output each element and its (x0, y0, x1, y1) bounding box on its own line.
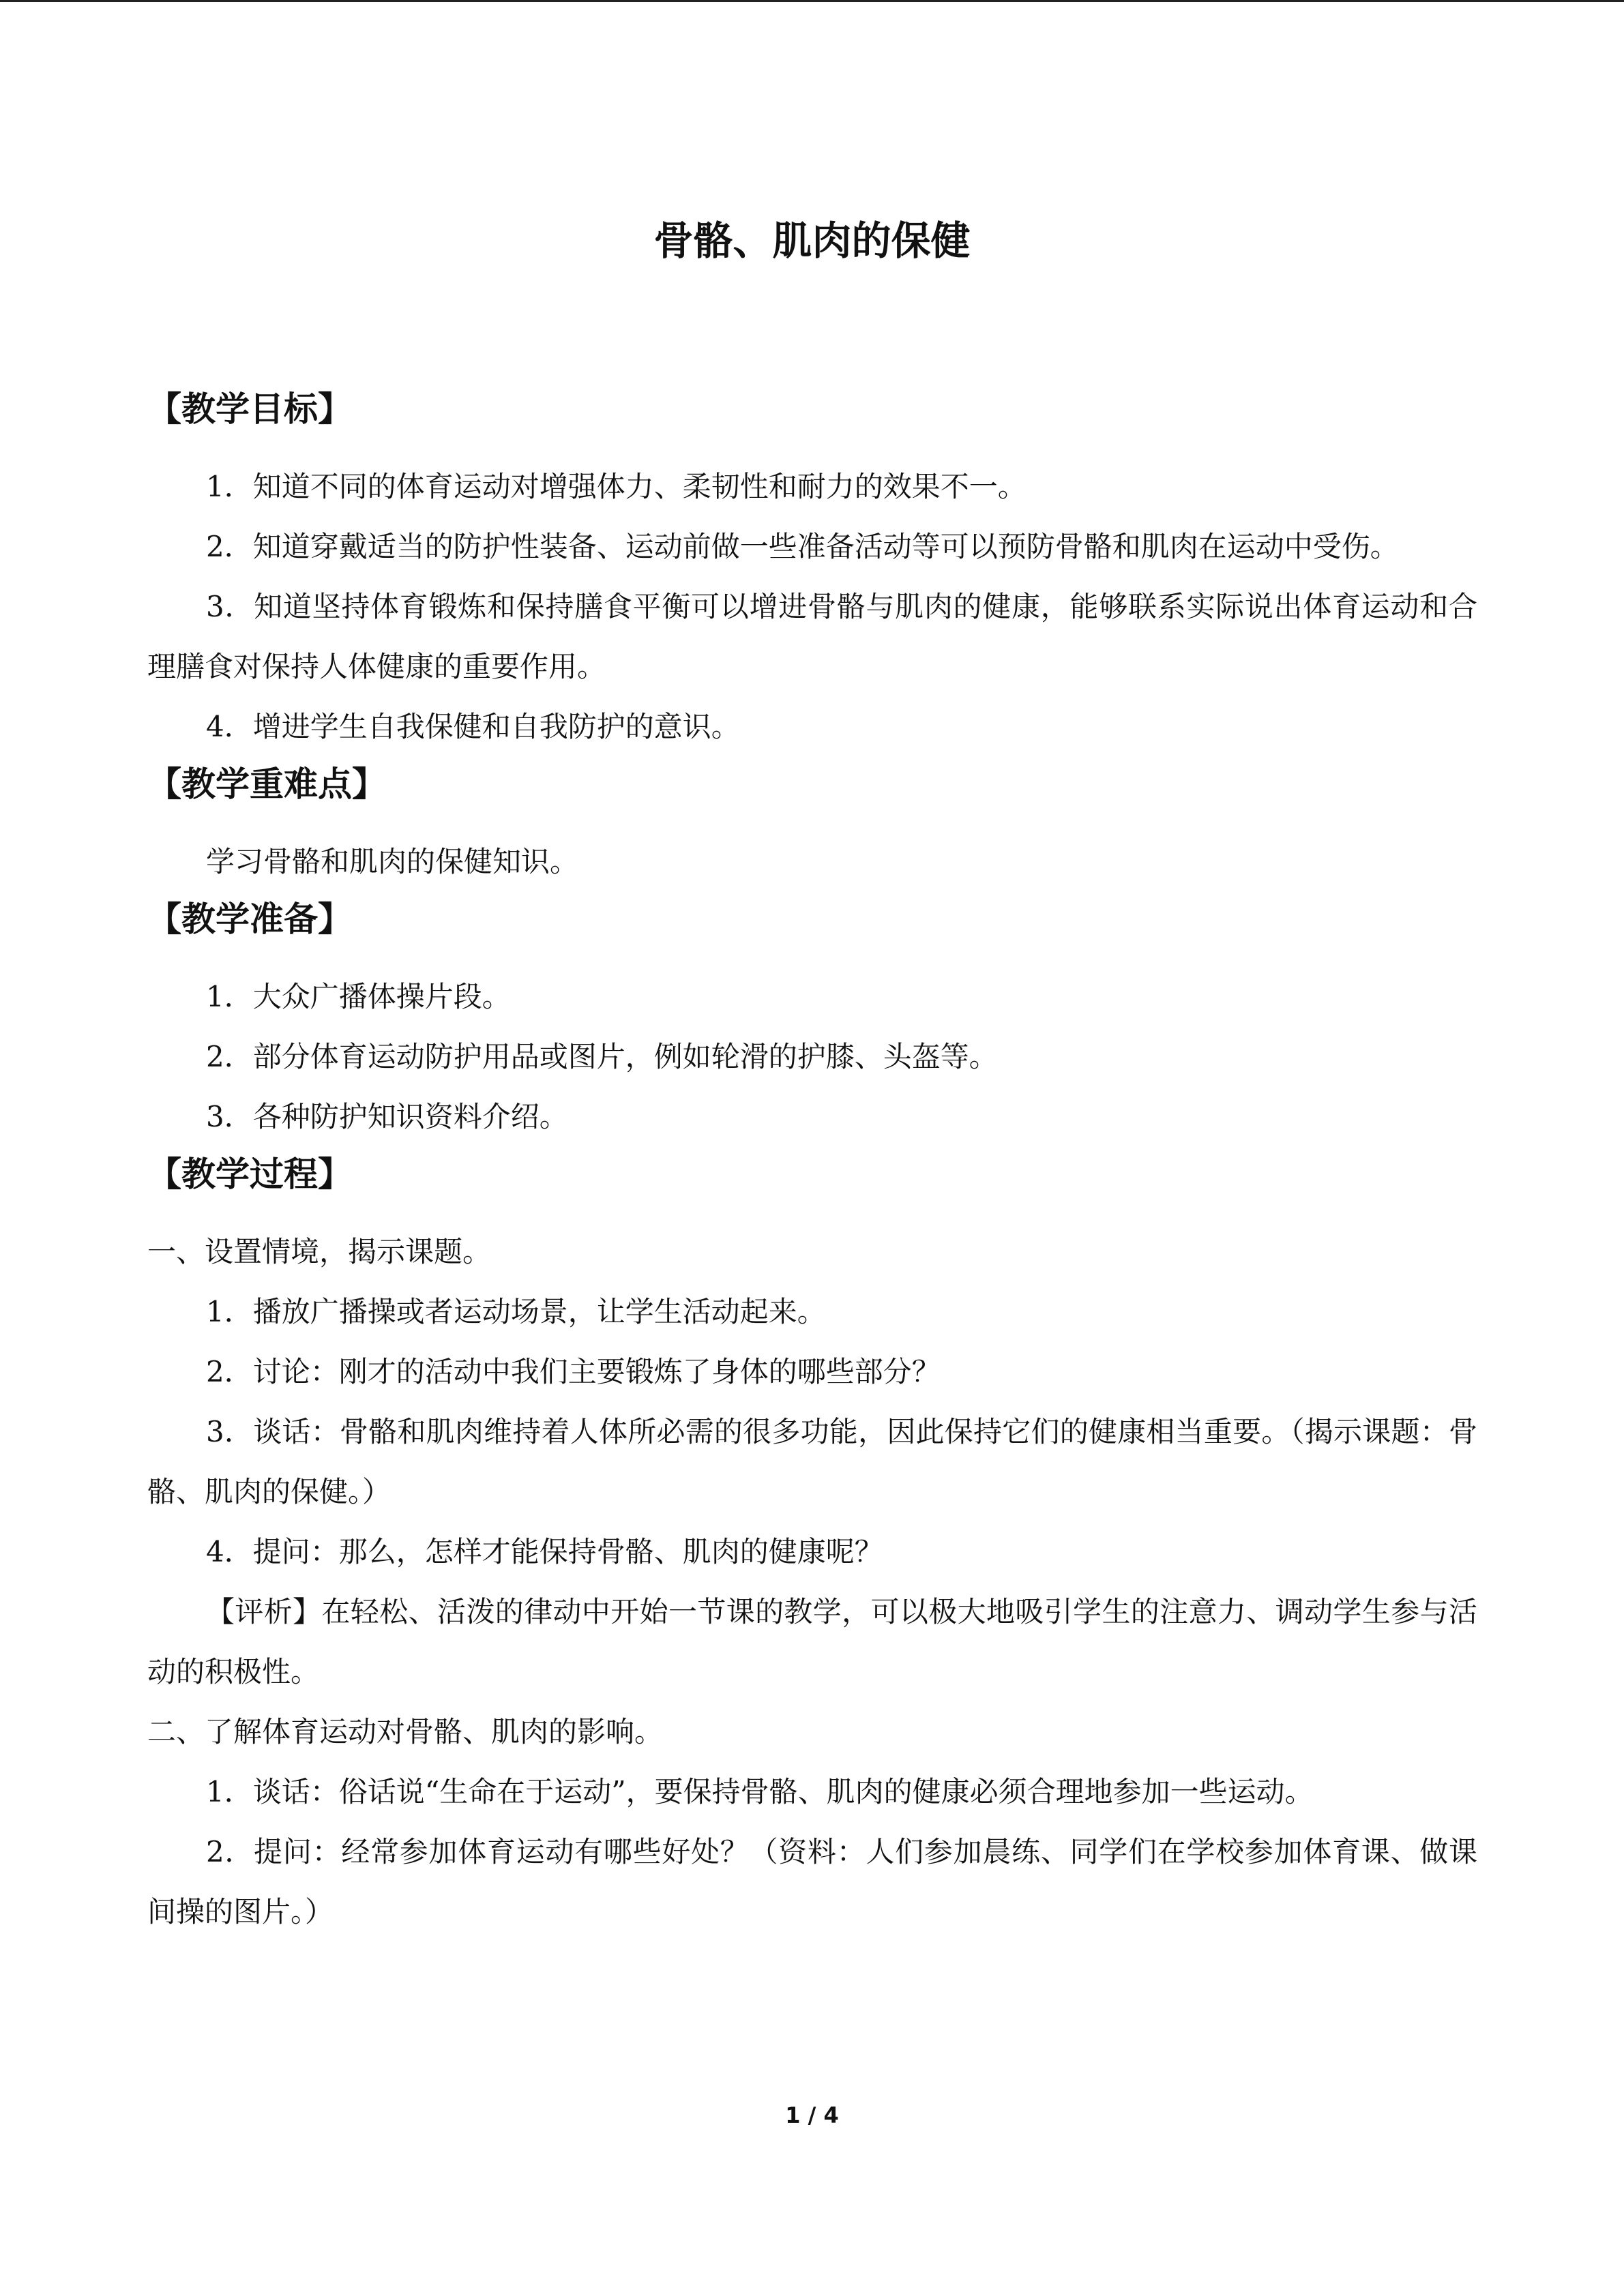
section-heading-key-points: 【教学重难点】 (147, 764, 386, 804)
goal-item: 4．增进学生自我保健和自我防护的意识。 (206, 710, 740, 743)
preparation-item: 3．各种防护知识资料介绍。 (206, 1100, 568, 1133)
commentary-paragraph: 【评析】在轻松、活泼的律动中开始一节课的教学，可以极大地吸引学生的注意力、调动学生参与活动的积极性。 (147, 1595, 1477, 1688)
process-item: 1．谈话：俗话说“生命在于运动”，要保持骨骼、肌肉的健康必须合理地参加一些运动。 (206, 1775, 1314, 1808)
goal-item: 1．知道不同的体育运动对增强体力、柔韧性和耐力的效果不一。 (206, 470, 1027, 503)
preparation-item: 2．部分体育运动防护用品或图片，例如轮滑的护膝、头盔等。 (206, 1040, 998, 1073)
preparation-item: 1．大众广播体操片段。 (206, 980, 511, 1013)
process-item: 4．提问：那么，怎样才能保持骨骼、肌肉的健康呢？ (206, 1535, 883, 1568)
section-heading-preparation: 【教学准备】 (147, 899, 352, 939)
process-item: 3．谈话：骨骼和肌肉维持着人体所必需的很多功能，因此保持它们的健康相当重要。（揭示课题：骨骼、肌肉的保健。） (147, 1415, 1477, 1508)
process-item: 1．播放广播操或者运动场景，让学生活动起来。 (206, 1295, 826, 1328)
process-part-title: 二、了解体育运动对骨骼、肌肉的影响。 (147, 1715, 664, 1748)
process-part-title: 一、设置情境，揭示课题。 (147, 1235, 492, 1268)
goal-item: 3．知道坚持体育锻炼和保持膳食平衡可以增进骨骼与肌肉的健康，能够联系实际说出体育运动和合理膳食对保持人体健康的重要作用。 (147, 590, 1477, 683)
page-number: 1 / 4 (785, 2102, 839, 2128)
process-item: 2．讨论：刚才的活动中我们主要锻炼了身体的哪些部分？ (206, 1355, 941, 1388)
process-item: 2．提问：经常参加体育运动有哪些好处？（资料：人们参加晨练、同学们在学校参加体育课、做课间操的图片。） (147, 1835, 1477, 1928)
section-heading-goals: 【教学目标】 (147, 389, 352, 429)
goal-item: 2．知道穿戴适当的防护性装备、运动前做一些准备活动等可以预防骨骼和肌肉在运动中受伤。 (206, 530, 1399, 563)
page-title: 骨骼、肌肉的保健 (653, 218, 971, 264)
section-heading-process: 【教学过程】 (147, 1154, 352, 1194)
document-body (147, 382, 1477, 1942)
key-points-text: 学习骨骼和肌肉的保健知识。 (206, 845, 579, 878)
top-border-line (0, 0, 1624, 2)
